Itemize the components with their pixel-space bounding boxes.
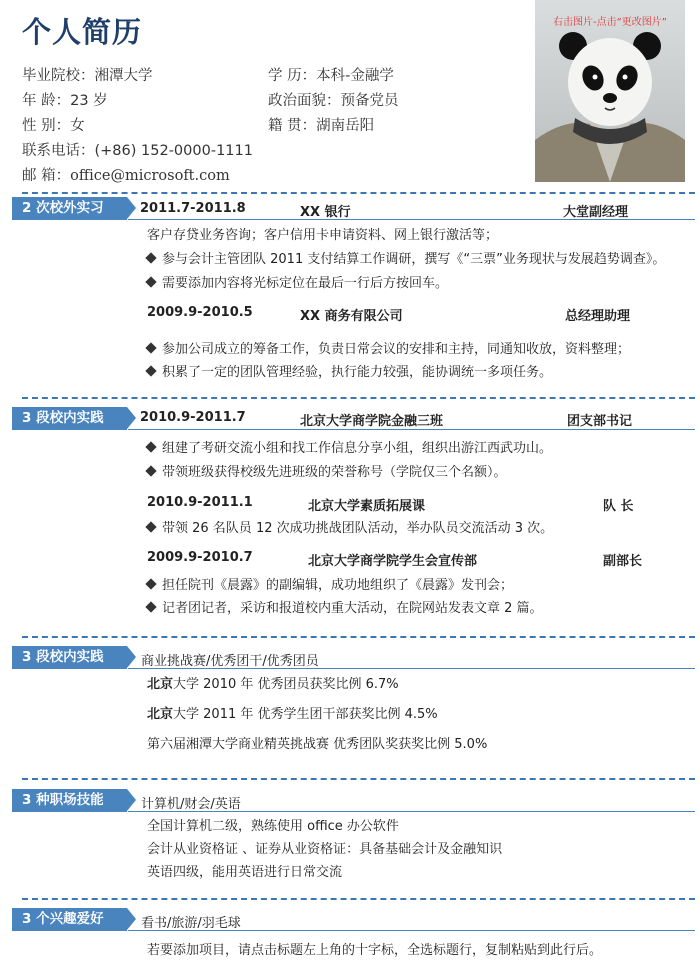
section-label-internship: 2 次校外实习 — [12, 197, 127, 220]
bullet-item: 需要添加内容将光标定位在最后一行后方按回车。 — [147, 272, 448, 291]
entry-date: 2010.9-2011.1 — [147, 495, 253, 510]
section-label-skills: 3 种职场技能 — [12, 789, 127, 812]
bullet-item: 带领 26 名队员 12 次成功挑战团队活动，举办队员交流活动 3 次。 — [147, 517, 553, 536]
section-divider — [22, 778, 695, 780]
entry-org: 北京大学商学院金融三班 — [300, 414, 444, 429]
bullet-item: 参与会计主管团队 2011 支付结算工作调研，撰写《“三票”业务现状与发展趋势调查》。 — [147, 248, 665, 267]
entry-role: 副部长 — [603, 554, 643, 569]
section-label-campus: 3 段校内实践 — [12, 407, 127, 430]
age-field: 年 龄：23 岁 — [22, 93, 108, 109]
email-value[interactable]: office@microsoft.com — [70, 168, 230, 184]
politics-field: 政治面貌：预备党员 — [268, 93, 399, 109]
email-field — [22, 164, 230, 185]
entry-date: 2011.7-2011.8 — [140, 201, 246, 216]
section-label-awards: 3 段校内实践 — [12, 646, 127, 669]
entry-date: 2009.9-2010.5 — [147, 305, 253, 320]
bullet-item: 担任院刊《晨露》的副编辑，成功地组织了《晨露》发刊会； — [147, 574, 513, 593]
award-line: 北京大学 2011 年 优秀学生团干部获奖比例 4.5% — [147, 707, 438, 722]
entry-role: 团支部书记 — [567, 414, 633, 429]
bullet-item: 记者团记者，采访和报道校内重大活动，在院网站发表文章 2 篇。 — [147, 597, 543, 616]
skill-line: 英语四级，能用英语进行日常交流 — [147, 865, 343, 880]
bullet-item: 积累了一定的团队管理经验，执行能力较强，能协调统一多项任务。 — [147, 361, 552, 380]
section-divider — [22, 636, 695, 638]
entry-date: 2009.9-2010.7 — [147, 550, 253, 565]
section-divider — [22, 397, 695, 399]
entry-role: 大堂副经理 — [563, 205, 629, 220]
degree-field: 学 历：本科-金融学 — [268, 68, 394, 84]
hobbies-headline: 看书/旅游/羽毛球 — [141, 916, 241, 931]
awards-headline: 商业挑战赛/优秀团干/优秀团员 — [141, 654, 319, 669]
entry-org: XX 商务有限公司 — [300, 309, 403, 324]
entry-date: 2010.9-2011.7 — [140, 410, 246, 425]
skills-headline: 计算机/财会/英语 — [141, 797, 241, 812]
section-divider — [22, 898, 695, 900]
profile-photo[interactable] — [535, 0, 685, 182]
entry-org: 北京大学素质拓展课 — [308, 499, 426, 514]
bullet-item: 带领班级获得校级先进班级的荣誉称号（学院仅三个名额）。 — [147, 461, 507, 480]
page-title: 个人简历 — [22, 15, 143, 49]
section-label-hobbies: 3 个兴趣爱好 — [12, 908, 127, 931]
entry-text: 客户存贷业务咨询；客户信用卡申请资料、网上银行激活等； — [147, 228, 499, 243]
section-divider — [22, 192, 695, 194]
section-underline — [128, 429, 695, 430]
school-field: 毕业院校：湘潭大学 — [22, 68, 153, 84]
entry-org: 北京大学商学院学生会宣传部 — [308, 554, 478, 569]
award-line: 北京大学 2010 年 优秀团员获奖比例 6.7% — [147, 677, 399, 692]
email-label: 邮 箱： — [22, 168, 71, 184]
hobbies-line: 若要添加项目，请点击标题左上角的十字标，全选标题行，复制粘贴到此行后。 — [147, 943, 603, 958]
skill-line: 会计从业资格证 、证券从业资格证：具备基础会计及金融知识 — [147, 842, 503, 857]
bullet-item: 参加公司成立的筹备工作，负责日常会议的安排和主持，同通知收放，资料整理； — [147, 338, 630, 357]
phone-field: 联系电话：(+86) 152-0000-1111 — [22, 143, 253, 159]
photo-tip: 右击图片-点击“更改图片” — [553, 17, 667, 28]
bullet-item: 组建了考研交流小组和找工作信息分享小组，组织出游江西武功山。 — [147, 437, 552, 456]
entry-org: XX 银行 — [300, 205, 351, 220]
award-line: 第六届湘潭大学商业精英挑战赛 优秀团队奖获奖比例 5.0% — [147, 737, 488, 752]
hometown-field: 籍 贯：湖南岳阳 — [268, 118, 375, 134]
entry-role: 队 长 — [603, 499, 634, 514]
skill-line: 全国计算机二级，熟练使用 office 办公软件 — [147, 819, 399, 834]
gender-field: 性 别：女 — [22, 118, 85, 134]
entry-role: 总经理助理 — [565, 309, 631, 324]
